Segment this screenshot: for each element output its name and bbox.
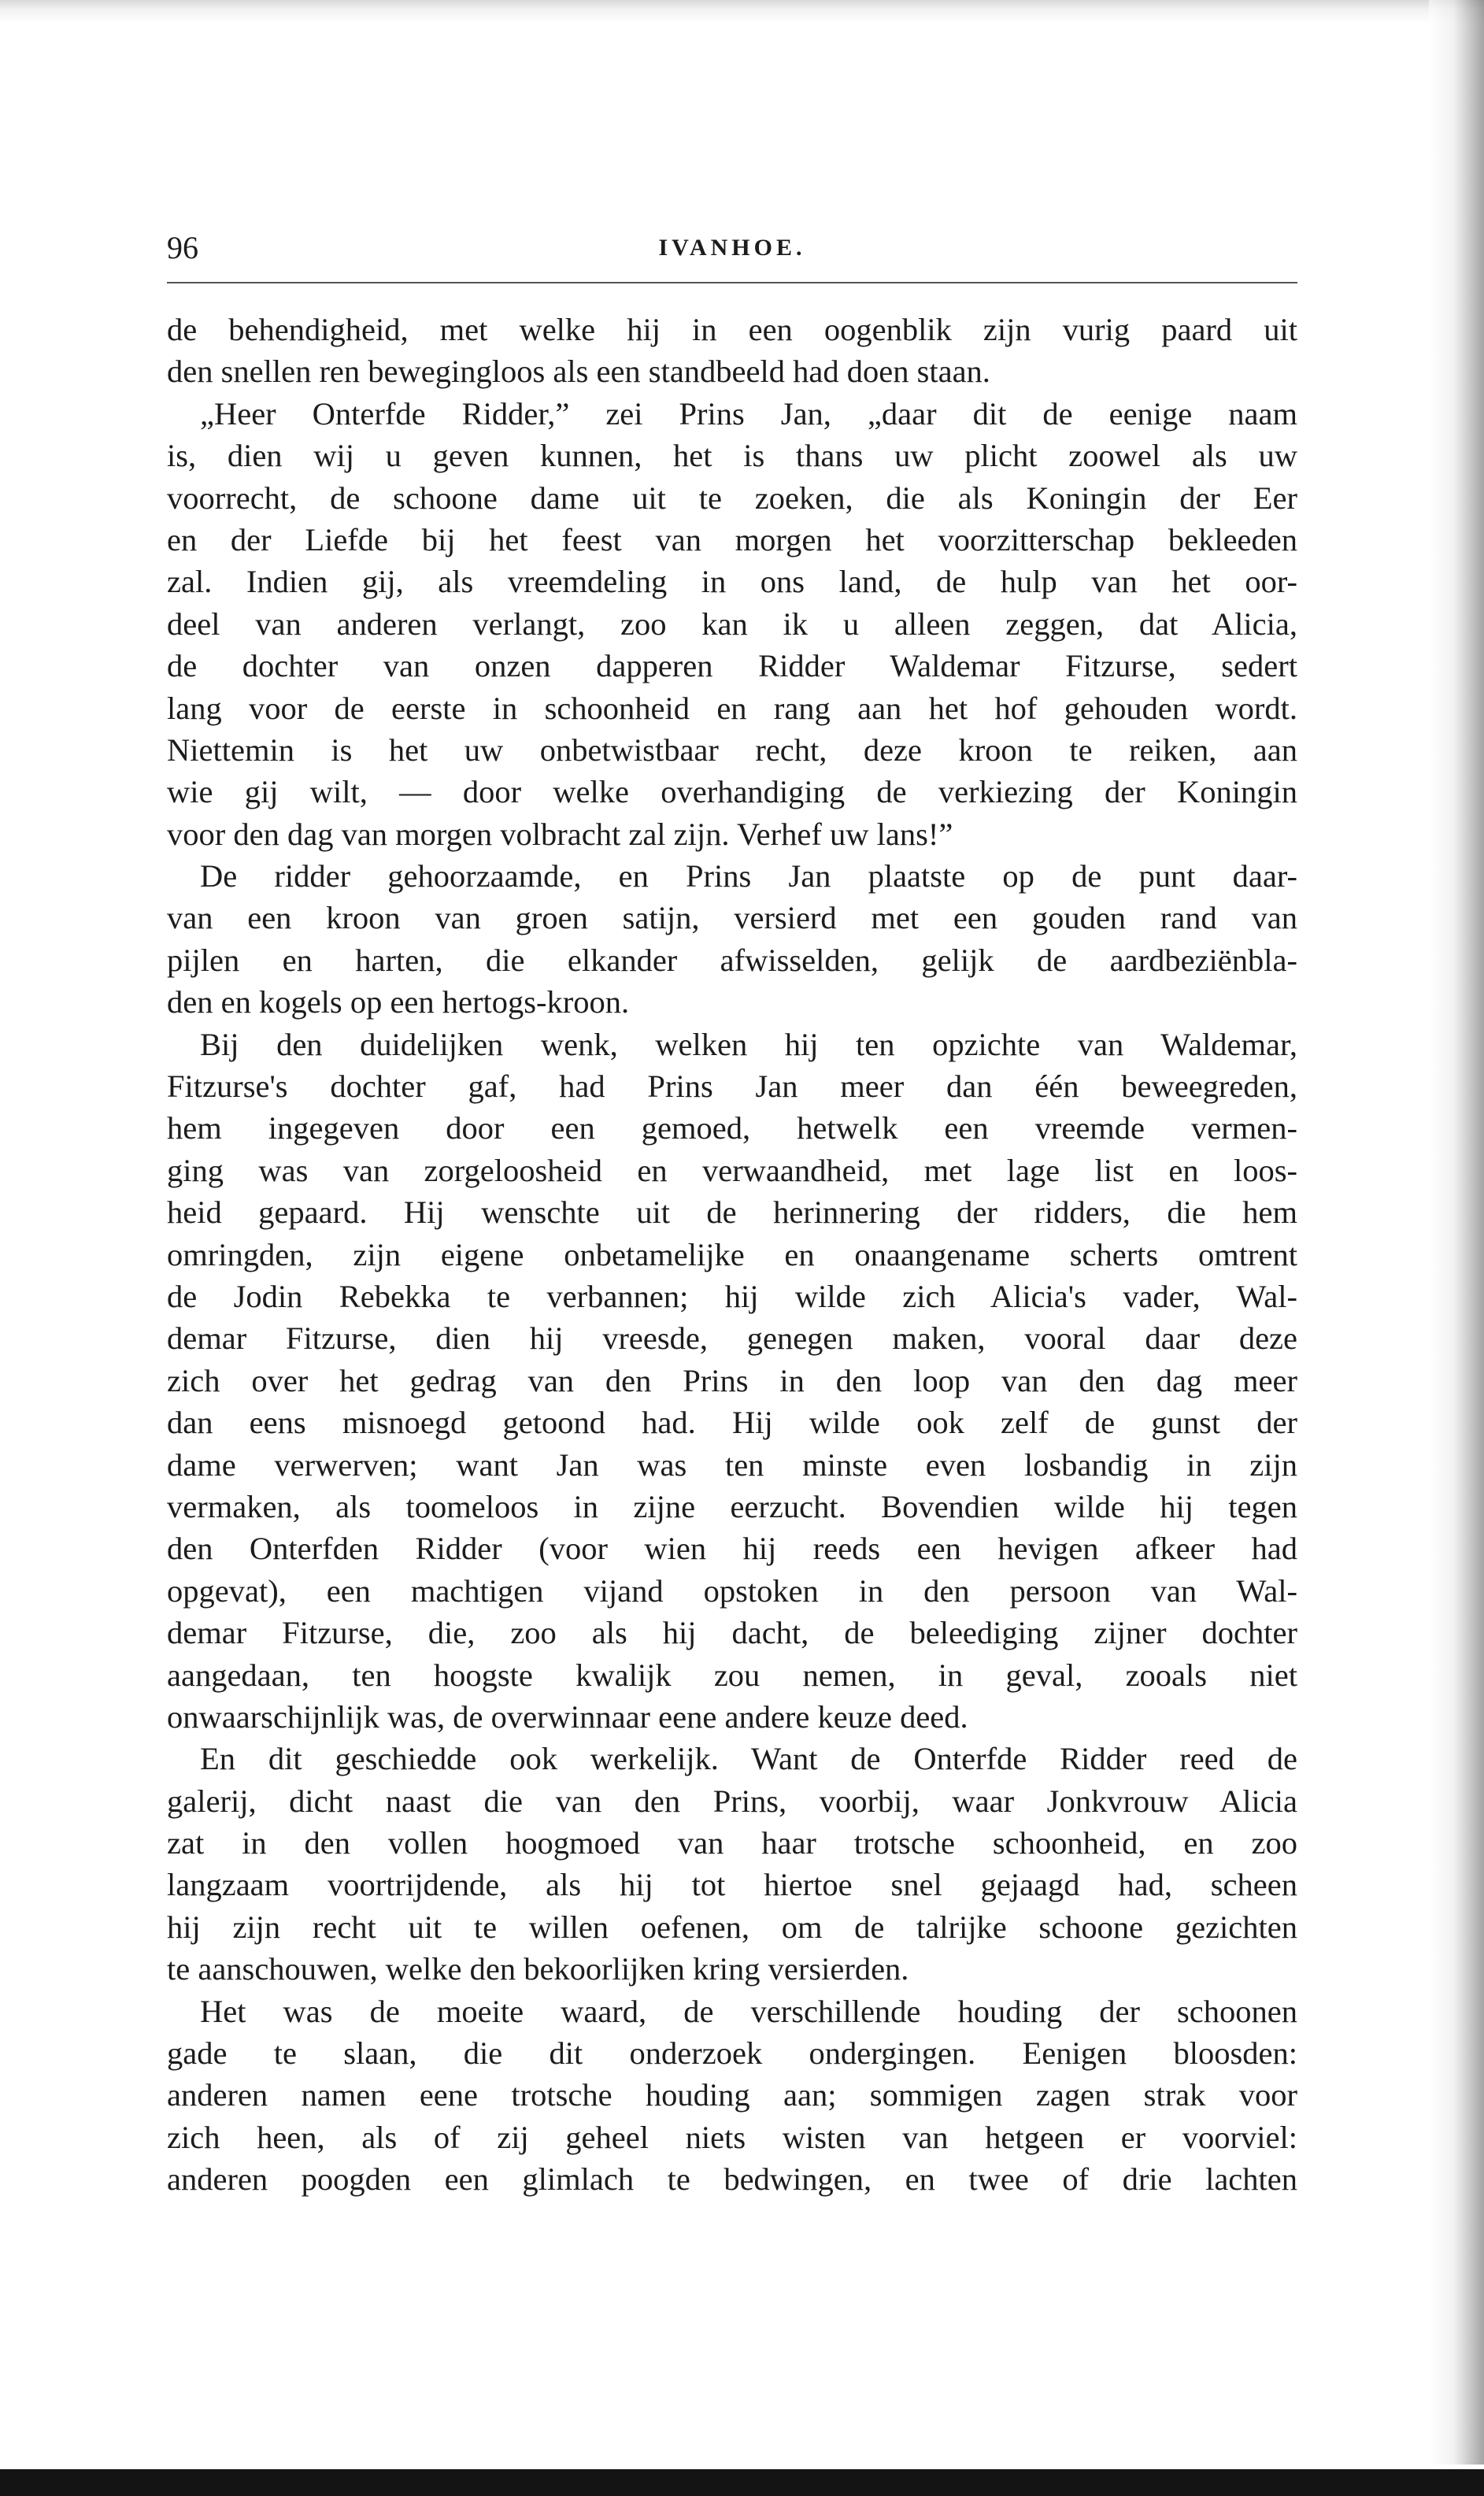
- text-line: opgevat), een machtigen vijand opstoken in den persoon van Wal-: [167, 1572, 1297, 1609]
- text-line: En dit geschiedde ook werkelijk. Want de Onterfde Ridder reed de: [200, 1741, 1297, 1777]
- text-line: galerij, dicht naast die van den Prins, voorbij, waar Jonkvrouw Alicia: [167, 1783, 1297, 1819]
- text-line: wie gij wilt, — door welke overhandiging de verkiezing der Koningin: [167, 774, 1297, 810]
- text-line: anderen namen eene trotsche houding aan; sommigen zagen strak voor: [167, 2077, 1297, 2113]
- text-line: de Jodin Rebekka te verbannen; hij wilde zich Alicia's vader, Wal-: [167, 1278, 1297, 1314]
- text-line: lang voor de eerste in schoonheid en rang aan het hof gehouden wordt.: [167, 690, 1297, 726]
- text-line: demar Fitzurse, dien hij vreesde, genegen maken, vooral daar deze: [167, 1320, 1297, 1357]
- text-line: deel van anderen verlangt, zoo kan ik u alleen zeggen, dat Alicia,: [167, 605, 1297, 642]
- text-line: zich heen, als of zij geheel niets wisten van hetgeen er voorviel:: [167, 2119, 1297, 2155]
- text-line: is, dien wij u geven kunnen, het is thans uw plicht zoowel als uw: [167, 438, 1297, 474]
- text-line: en der Liefde bij het feest van morgen het voorzitterschap bekleeden: [167, 521, 1297, 557]
- text-line: vermaken, als toomeloos in zijne eerzucht. Bovendien wilde hij tegen: [167, 1488, 1297, 1524]
- text-line: langzaam voortrijdende, als hij tot hiertoe snel gejaagd had, scheen: [167, 1867, 1297, 1903]
- text-line: onwaarschijnlijk was, de overwinnaar eene andere keuze deed.: [167, 1698, 968, 1735]
- text-line: den en kogels op een hertogs-kroon.: [167, 984, 630, 1020]
- text-line: anderen poogden een glimlach te bedwingen, en twee of drie lachten: [167, 2161, 1297, 2198]
- paragraph: [167, 1738, 1297, 1990]
- scan-right-edge: [1429, 0, 1484, 2465]
- text-line: de dochter van onzen dapperen Ridder Waldemar Fitzurse, sedert: [167, 648, 1297, 684]
- text-line: „Heer Onterfde Ridder,” zei Prins Jan, „daar dit de eenige naam: [200, 395, 1297, 431]
- body-text: [167, 309, 1297, 2201]
- text-line: Het was de moeite waard, de verschillende houding der schoonen: [200, 1993, 1297, 2029]
- text-line: pijlen en harten, die elkander afwisselden, gelijk de aardbeziënbla-: [167, 942, 1297, 978]
- text-line: den snellen ren bewegingloos als een standbeeld had doen staan.: [167, 354, 990, 390]
- text-line: De ridder gehoorzaamde, en Prins Jan plaatste op de punt daar-: [200, 858, 1297, 894]
- text-line: Fitzurse's dochter gaf, had Prins Jan meer dan één beweegreden,: [167, 1068, 1297, 1105]
- running-head: IVANHOE.: [658, 235, 806, 261]
- text-line: dan eens misnoegd getoond had. Hij wilde ook zelf de gunst der: [167, 1405, 1297, 1441]
- text-line: zich over het gedrag van den Prins in den loop van den dag meer: [167, 1362, 1297, 1398]
- text-line: demar Fitzurse, die, zoo als hij dacht, de beleediging zijner dochter: [167, 1615, 1297, 1651]
- scan-bottom-edge: [0, 2469, 1484, 2496]
- paragraph: [167, 393, 1297, 855]
- text-line: heid gepaard. Hij wenschte uit de herinnering der ridders, die hem: [167, 1194, 1297, 1231]
- paragraph: [167, 1024, 1297, 1739]
- page-header: [167, 224, 1297, 272]
- scan-top-edge: [0, 0, 1484, 24]
- text-line: zal. Indien gij, als vreemdeling in ons land, de hulp van het oor-: [167, 564, 1297, 600]
- text-line: ging was van zorgeloosheid en verwaandheid, met lage list en loos-: [167, 1152, 1297, 1188]
- paragraph: [167, 855, 1297, 1024]
- paragraph: [167, 1991, 1297, 2201]
- text-line: dame verwerven; want Jan was ten minste even losbandig in zijn: [167, 1446, 1297, 1483]
- text-line: Niettemin is het uw onbetwistbaar recht, deze kroon te reiken, aan: [167, 731, 1297, 768]
- text-line: hij zijn recht uit te willen oefenen, om de talrijke schoone gezichten: [167, 1909, 1297, 1945]
- text-line: omringden, zijn eigene onbetamelijke en onaangename scherts omtrent: [167, 1236, 1297, 1272]
- text-line: voor den dag van morgen volbracht zal zijn. Verhef uw lans!”: [167, 816, 953, 852]
- text-line: te aanschouwen, welke den bekoorlijken kring versierden.: [167, 1951, 909, 1987]
- text-line: gade te slaan, die dit onderzoek ondergingen. Eenigen bloosden:: [167, 2035, 1297, 2072]
- text-line: den Onterfden Ridder (voor wien hij reeds een hevigen afkeer had: [167, 1531, 1297, 1567]
- text-line: de behendigheid, met welke hij in een oogenblik zijn vurig paard uit: [167, 312, 1297, 347]
- text-line: van een kroon van groen satijn, versierd met een gouden rand van: [167, 900, 1297, 936]
- page-number: 96: [167, 230, 198, 265]
- paragraph: [167, 309, 1297, 393]
- text-line: voorrecht, de schoone dame uit te zoeken, die als Koningin der Eer: [167, 480, 1297, 516]
- text-line: aangedaan, ten hoogste kwalijk zou nemen, in geval, zooals niet: [167, 1657, 1297, 1693]
- header-rule: [167, 282, 1297, 283]
- text-line: hem ingegeven door een gemoed, hetwelk een vreemde vermen-: [167, 1110, 1297, 1146]
- text-line: zat in den vollen hoogmoed van haar trotsche schoonheid, en zoo: [167, 1825, 1297, 1861]
- text-line: Bij den duidelijken wenk, welken hij ten opzichte van Waldemar,: [200, 1026, 1297, 1062]
